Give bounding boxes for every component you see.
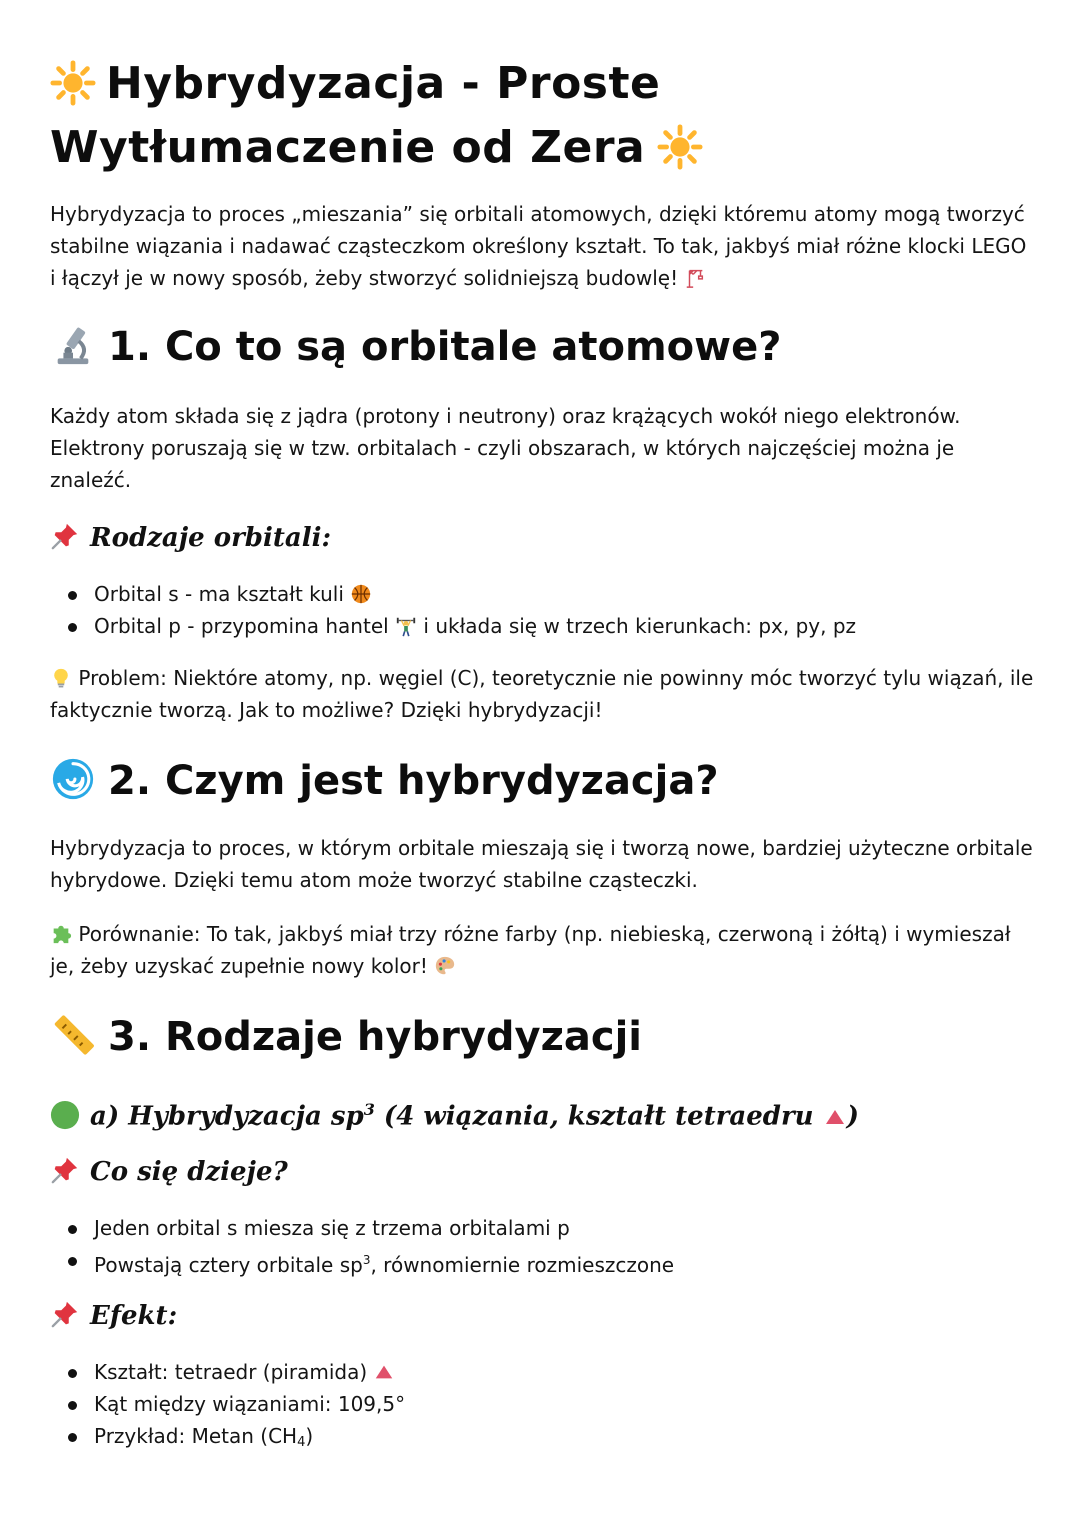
orbital-types-title: Rodzaje orbitali: xyxy=(90,523,332,553)
orbital-types-list xyxy=(64,578,856,642)
section-1-paragraph xyxy=(50,400,1035,496)
problem-paragraph xyxy=(50,662,1035,726)
problem-text: Problem: Niektóre atomy, np. węgiel (C), teoretycznie nie powinny móc tworzyć tylu wiązań, ile faktycznie tworzą. Jak to możliwe? Dzięki hybrydyzacji! xyxy=(50,666,1034,722)
list-item xyxy=(64,610,856,642)
orbital-s-text: Orbital s - ma kształt kuli xyxy=(94,582,344,606)
comparison-paragraph xyxy=(50,918,1035,982)
what-item-text-end: , równomiernie rozmieszczone xyxy=(370,1253,675,1277)
section-3-heading xyxy=(50,1010,642,1064)
intro-text: Hybrydyzacja to proces „mieszania” się orbitali atomowych, dzięki któremu atomy mogą tworzyć stabilne wiązania i nadawać cząsteczkom określony kształt. To tak, jakbyś miał różne klocki LEGO i łączył je w nowy sposób, żeby stworzyć solidniejszą budowlę! xyxy=(50,202,1027,290)
pushpin-icon xyxy=(50,1155,80,1185)
orbital-types-heading xyxy=(50,520,331,556)
artist-palette-icon xyxy=(434,955,456,977)
section-2-title: 2. Czym jest hybrydyzacja? xyxy=(108,758,719,804)
page-title xyxy=(50,52,1030,180)
list-item xyxy=(64,1420,405,1459)
effect-item-text: Kąt między wiązaniami: 109,5° xyxy=(94,1392,406,1416)
section-3-title: 3. Rodzaje hybrydyzacji xyxy=(108,1014,643,1060)
title-line-2 xyxy=(50,116,1030,180)
effect-title: Efekt: xyxy=(90,1301,178,1331)
list-item xyxy=(64,1244,674,1281)
what-happens-list xyxy=(64,1212,674,1281)
star-icon xyxy=(50,60,96,106)
weightlifter-icon xyxy=(395,615,417,637)
effect-heading xyxy=(50,1298,177,1334)
section-1-text: Każdy atom składa się z jądra (protony i neutrony) oraz krążących wokół niego elektronów. Elektrony poruszają się w tzw. orbitalach - czyli obszarach, w których najczęściej można je znaleźć. xyxy=(50,404,961,492)
sp3-label-end: ) xyxy=(846,1101,859,1132)
sp3-label: a) Hybrydyzacja sp xyxy=(90,1101,364,1132)
light-bulb-icon xyxy=(50,667,72,689)
section-2-heading xyxy=(50,754,719,808)
puzzle-piece-icon xyxy=(50,923,72,945)
pushpin-icon xyxy=(50,521,80,551)
effect-list xyxy=(64,1356,405,1459)
what-item-text: Jeden orbital s miesza się z trzema orbitalami p xyxy=(94,1216,570,1240)
title-line-1 xyxy=(50,52,1030,116)
cyclone-icon xyxy=(50,756,96,802)
sp3-superscript: 3 xyxy=(363,1100,375,1119)
title-text-2: Wytłumaczenie od Zera xyxy=(50,122,646,173)
straight-ruler-icon xyxy=(50,1012,96,1058)
title-text-1: Hybrydyzacja - Proste xyxy=(106,58,661,109)
list-item xyxy=(64,1356,405,1388)
red-triangle-icon xyxy=(823,1105,847,1129)
list-item xyxy=(64,578,856,610)
orbital-p-text: Orbital p - przypomina hantel xyxy=(94,614,389,638)
effect-item-text-end: ) xyxy=(305,1424,314,1448)
sp3-heading xyxy=(50,1092,859,1135)
green-circle-icon xyxy=(50,1100,80,1130)
effect-item-text: Przykład: Metan (CH xyxy=(94,1424,298,1448)
orbital-p-directions-text: i układa się w trzech kierunkach: px, py, pz xyxy=(423,614,857,638)
what-happens-heading xyxy=(50,1154,288,1190)
basketball-icon xyxy=(350,583,372,605)
sp3-superscript: 3 xyxy=(362,1253,371,1267)
section-2-text: Hybrydyzacja to proces, w którym orbitale mieszają się i tworzą nowe, bardziej użyteczne orbitale hybrydowe. Dzięki temu atom może tworzyć stabilne cząsteczki. xyxy=(50,836,1033,892)
what-happens-title: Co się dzieje? xyxy=(90,1157,288,1187)
construction-crane-icon xyxy=(684,267,706,289)
list-item xyxy=(64,1212,674,1244)
list-item xyxy=(64,1388,405,1420)
section-2-paragraph xyxy=(50,832,1035,896)
pushpin-icon xyxy=(50,1299,80,1329)
subscript-4: 4 xyxy=(297,1435,306,1450)
effect-item-text: Kształt: tetraedr (piramida) xyxy=(94,1360,368,1384)
comparison-text: Porównanie: To tak, jakbyś miał trzy różne farby (np. niebieską, czerwoną i żółtą) i wymieszał je, żeby uzyskać zupełnie nowy kolor! xyxy=(50,922,1011,978)
what-item-text: Powstają cztery orbitale sp xyxy=(94,1253,363,1277)
red-triangle-icon xyxy=(373,1361,395,1383)
section-1-heading xyxy=(50,320,781,374)
section-1-title: 1. Co to są orbitale atomowe? xyxy=(108,324,782,370)
intro-paragraph xyxy=(50,198,1035,294)
microscope-icon xyxy=(50,322,96,368)
star-icon xyxy=(657,124,703,170)
sp3-label-detail: (4 wiązania, kształt tetraedru xyxy=(374,1101,823,1132)
